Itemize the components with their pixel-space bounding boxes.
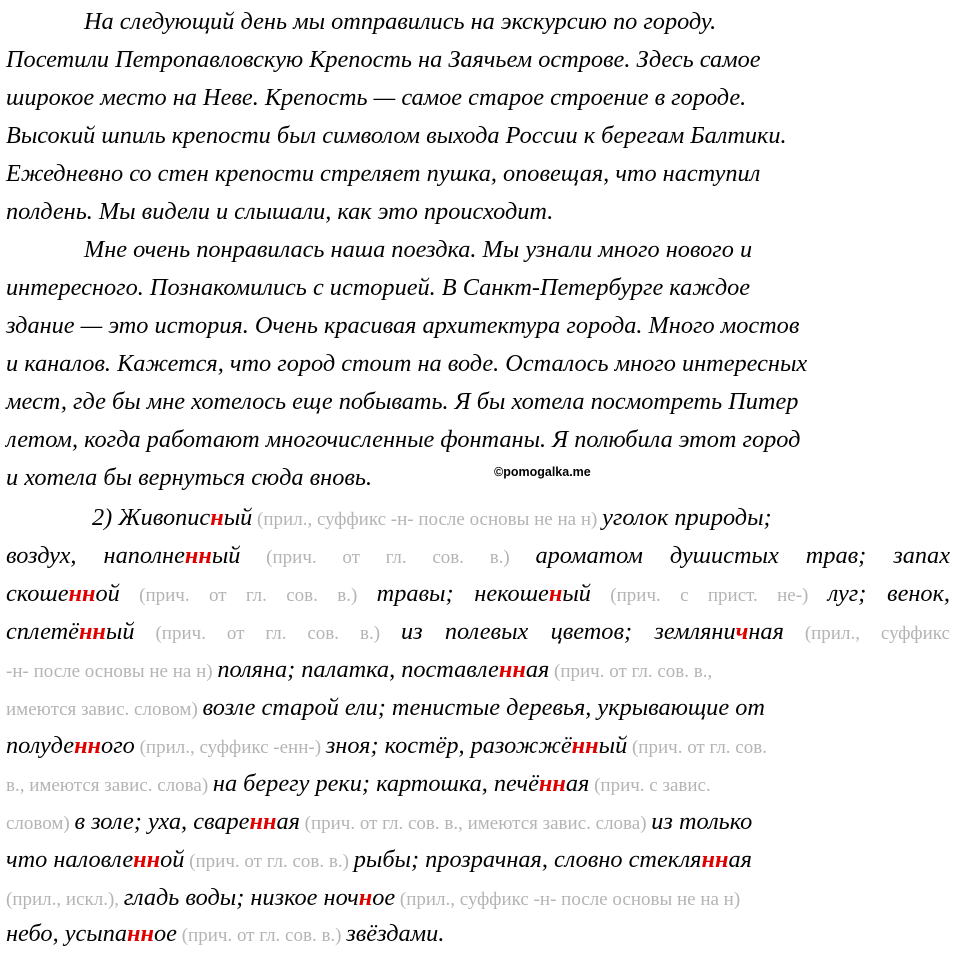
paragraph1-line: полдень. Мы видели и слышали, как это происходит. — [6, 198, 554, 225]
exercise-text: звёздами. — [346, 920, 445, 947]
exercise-text: ое — [154, 920, 177, 947]
watermark: ©pomogalka.me — [494, 465, 591, 479]
exercise-text: ой — [95, 580, 120, 607]
highlight-letters: ч — [735, 618, 749, 645]
grammar-note: (прич. от гл. сов. в.) — [176, 925, 347, 946]
exercise-text: ый — [223, 504, 253, 531]
paragraph2-line: и каналов. Кажется, что город стоит на воде. Осталось много интересных — [6, 350, 808, 377]
exercise-text: ая — [565, 770, 590, 797]
exercise-line — [6, 576, 950, 612]
exercise-text: из только — [651, 808, 753, 835]
grammar-note: (прич. от гл. сов. в., имеются завис. слова) — [299, 813, 652, 834]
exercise-text: ый — [562, 580, 591, 607]
exercise-text: травы; некоше — [376, 580, 549, 607]
grammar-note: (прил., суффикс -н- после основы не на н) — [252, 509, 603, 530]
grammar-note: имеются завис. словом) — [6, 699, 203, 720]
paragraph2-line: и хотела бы вернуться сюда вновь. — [6, 464, 373, 491]
exercise-line — [6, 652, 950, 688]
exercise-text: ая — [276, 808, 300, 835]
exercise-text: небо, усыпа — [6, 920, 128, 947]
grammar-note: (прич. от гл. сов. в.) — [119, 585, 377, 606]
highlight-letters: нн — [133, 846, 161, 873]
highlight-letters: нн — [78, 618, 106, 645]
grammar-note: (прич. от гл. сов. — [627, 737, 767, 758]
grammar-note: (прич. с завис. — [589, 775, 711, 796]
exercise-text: ая — [525, 656, 550, 683]
grammar-note: (прич. от гл. сов. в.) — [184, 851, 354, 872]
paragraph1-line: Высокий шпиль крепости был символом выхода России к берегам Балтики. — [6, 122, 787, 149]
highlight-letters: нн — [184, 542, 212, 569]
exercise-text: сплетё — [6, 618, 79, 645]
paragraph2-line: летом, когда работают многочисленные фонтаны. Я полюбила этот город — [6, 426, 801, 453]
paragraph2-line: здание — это история. Очень красивая архитектура города. Много мостов — [6, 312, 800, 339]
exercise-text: ароматом душистых трав; запах — [535, 542, 950, 569]
exercise-text: гладь воды; низкое ноч — [123, 884, 359, 911]
grammar-note: (прич. с прист. не-) — [590, 585, 828, 606]
grammar-note: (прил., суффикс -енн-) — [134, 737, 326, 758]
exercise-text: уголок природы; — [602, 504, 772, 531]
exercise-text: 2) Живопис — [92, 504, 211, 531]
exercise-text: возле старой ели; тенистые деревья, укрывающие от — [202, 694, 765, 721]
exercise-line — [6, 842, 950, 878]
grammar-note: (прил., суффикс -н- после основы не на н) — [395, 889, 741, 910]
exercise-text: скоше — [6, 580, 69, 607]
exercise-text: ое — [372, 884, 396, 911]
exercise-text: рыбы; прозрачная, словно стекля — [353, 846, 702, 873]
paragraph1-line: На следующий день мы отправились на экскурсию по городу. — [84, 8, 717, 35]
exercise-line — [6, 880, 950, 916]
exercise-text: из полевых цветов; земляни — [400, 618, 736, 645]
exercise-text: ая — [728, 846, 752, 873]
exercise-line — [6, 728, 950, 764]
paragraph2-line: Мне очень понравилась наша поездка. Мы узнали много нового и — [84, 236, 753, 263]
exercise-text: ый — [211, 542, 241, 569]
exercise-line — [6, 766, 950, 802]
highlight-letters: нн — [68, 580, 96, 607]
grammar-note: (прич. от гл. сов. в., — [549, 661, 713, 682]
exercise-line — [6, 804, 950, 840]
paragraph1-line: Ежедневно со стен крепости стреляет пушка, оповещая, что наступил — [6, 160, 761, 187]
highlight-letters: нн — [571, 732, 599, 759]
exercise-text: поляна; палатка, поставле — [217, 656, 499, 683]
exercise-line — [6, 538, 950, 574]
grammar-note: словом) — [6, 813, 75, 834]
paragraph2-line: мест, где бы мне хотелось еще побывать. Я бы хотела посмотреть Питер — [6, 388, 799, 415]
exercise-text: полуде — [6, 732, 75, 759]
highlight-letters: нн — [249, 808, 277, 835]
highlight-letters: н — [548, 580, 563, 607]
exercise-line — [92, 500, 950, 536]
exercise-text: ый — [598, 732, 628, 759]
exercise-line — [6, 690, 950, 726]
paragraph2-line: интересного. Познакомились с историей. В Санкт-Петербурге каждое — [6, 274, 751, 301]
exercise-line — [6, 614, 950, 650]
grammar-note: в., имеются завис. слова) — [6, 775, 213, 796]
exercise-text: ой — [160, 846, 185, 873]
exercise-text: ная — [748, 618, 784, 645]
exercise-text: на берегу реки; картошка, печё — [212, 770, 539, 797]
grammar-note: (прил., суффикс — [783, 623, 950, 644]
highlight-letters: нн — [701, 846, 729, 873]
exercise-text: луг; венок, — [827, 580, 950, 607]
exercise-text: ый — [105, 618, 135, 645]
highlight-letters: нн — [127, 920, 155, 947]
exercise-line — [6, 916, 950, 952]
highlight-letters: нн — [498, 656, 526, 683]
exercise-text: в золе; уха, сваре — [74, 808, 250, 835]
paragraph1-line: Посетили Петропавловскую Крепость на Заячьем острове. Здесь самое — [6, 46, 761, 73]
exercise-text: что наловле — [6, 846, 134, 873]
exercise-text: воздух, наполне — [6, 542, 185, 569]
paragraph1-line: широкое место на Неве. Крепость — самое старое строение в городе. — [6, 84, 747, 111]
exercise-text: ого — [101, 732, 135, 759]
highlight-letters: н — [358, 884, 373, 911]
highlight-letters: н — [210, 504, 224, 531]
grammar-note: (прил., искл.), — [6, 889, 124, 910]
highlight-letters: нн — [74, 732, 102, 759]
grammar-note: -н- после основы не на н) — [6, 661, 218, 682]
highlight-letters: нн — [538, 770, 566, 797]
exercise-text: зноя; костёр, разожжё — [325, 732, 572, 759]
grammar-note: (прич. от гл. сов. в.) — [134, 623, 401, 644]
grammar-note: (прич. от гл. сов. в.) — [240, 547, 536, 568]
